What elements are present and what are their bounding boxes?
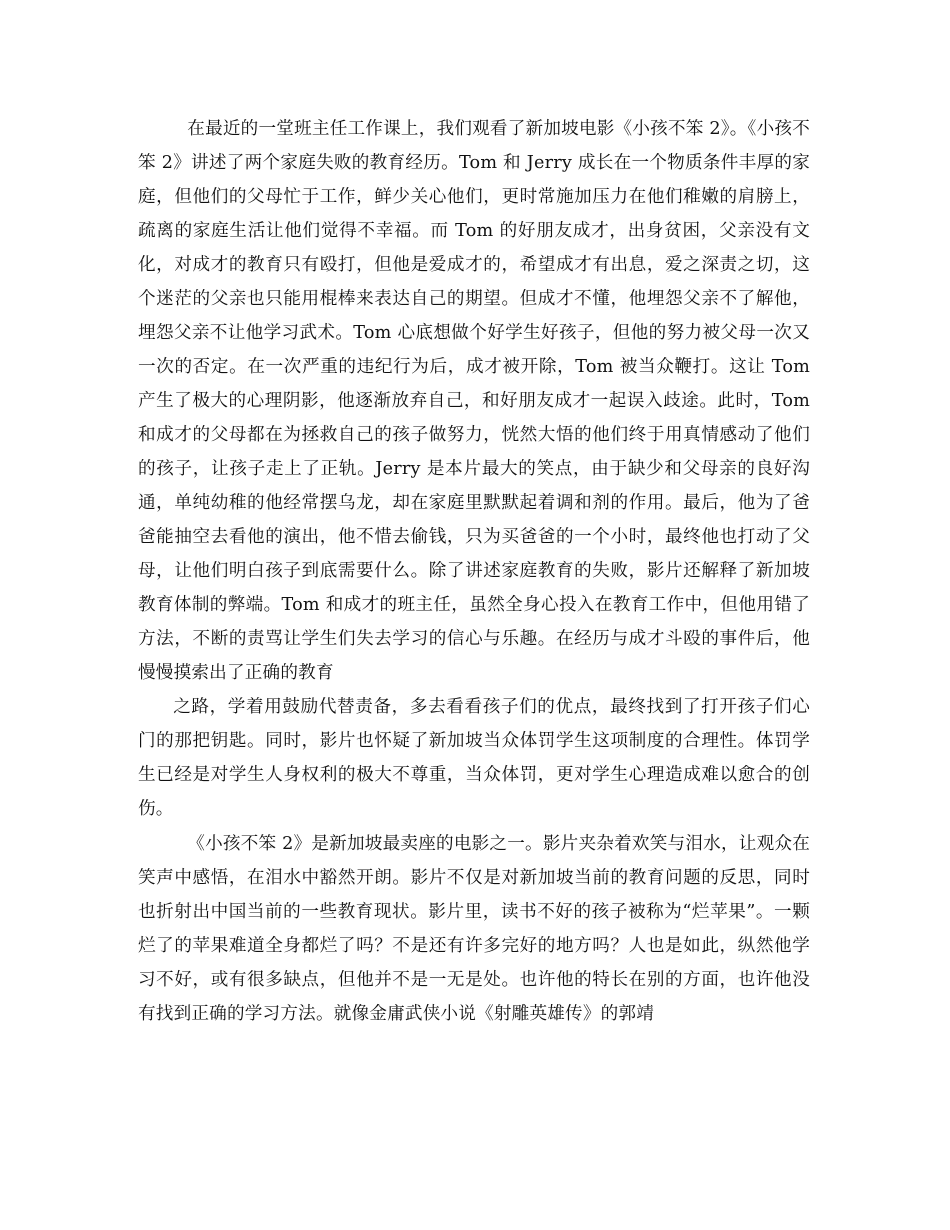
paragraph-2: 之路，学着用鼓励代替责备，多去看看孩子们的优点，最终找到了打开孩子们心门的那把钥匙。同时，影片也怀疑了新加坡当众体罚学生这项制度的合理性。体罚学生已经是对学生人身权利的极大不尊重，当众体罚，更对学生心理造成难以愈合的创伤。 [138, 697, 810, 819]
paragraph-3: 《小孩不笨 2》是新加坡最卖座的电影之一。影片夹杂着欢笑与泪水，让观众在笑声中感悟，在泪水中豁然开朗。影片不仅是对新加坡当前的教育问题的反思，同时也折射出中国当前的一些教育现状。影片里，读书不好的孩子被称为“烂苹果”。一颗烂了的苹果难道全身都烂了吗？不是还有许多完好的地方吗？人也是如此，纵然他学习不好，或有很多缺点，但他并不是一无是处。也许他的特长在别的方面，也许他没有找到正确的学习方法。就像金庸武侠小说《射雕英雄传》的郭靖 [138, 834, 810, 1024]
paragraph-1: 在最近的一堂班主任工作课上，我们观看了新加坡电影《小孩不笨 2》。《小孩不笨 2》讲述了两个家庭失败的教育经历。Tom 和 Jerry 成长在一个物质条件丰厚的家庭，但他们的父母忙于工作，鲜少关心他们，更时常施加压力在他们稚嫩的肩膀上，疏离的家庭生活让他们觉得不幸福。而 Tom 的好朋友成才，出身贫困，父亲没有文化，对成才的教育只有殴打，但他是爱成才的，希望成才有出息，爱之深责之切，这个迷茫的父亲也只能用棍棒来表达自己的期望。但成才不懂，他埋怨父亲不了解他，埋怨父亲不让他学习武术。Tom 心底想做个好学生好孩子，但他的努力被父母一次又一次的否定。在一次严重的违纪行为后，成才被开除，Tom 被当众鞭打。这让 Tom 产生了极大的心理阴影，他逐渐放弃自己，和好朋友成才一起误入歧途。此时，Tom 和成才的父母都在为拯救自己的孩子做努力，恍然大悟的他们终于用真情感动了他们的孩子，让孩子走上了正轨。Jerry 是本片最大的笑点，由于缺少和父母亲的良好沟通，单纯幼稚的他经常摆乌龙，却在家庭里默默起着调和剂的作用。最后，他为了爸爸能抽空去看他的演出，他不惜去偷钱，只为买爸爸的一个小时，最终他也打动了父母，让他们明白孩子到底需要什么。除了讲述家庭教育的失败，影片还解释了新加坡教育体制的弊端。Tom 和成才的班主任，虽然全身心投入在教育工作中，但他用错了方法，不断的责骂让学生们失去学习的信心与乐趣。在经历与成才斗殴的事件后，他慢慢摸索出了正确的教育 [138, 119, 810, 683]
document-body [138, 112, 810, 1031]
